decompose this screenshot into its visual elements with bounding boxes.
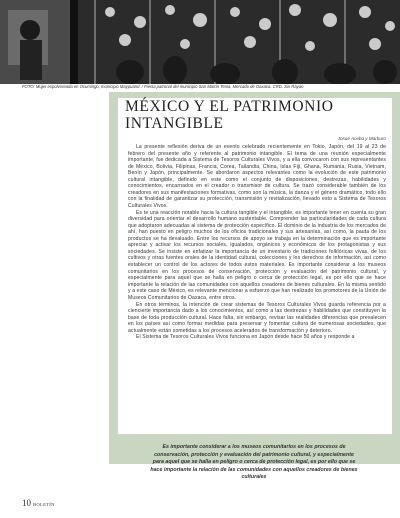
article-author: Josué Acebo y Marburo — [337, 136, 386, 141]
paragraph: Es te una reacción notable hacia la cultura tangible y el intangible, es importante tener en cuenta su gran diversidad para orientar el desarrollo humano sustentable. Comprender las particularidades de cada cultura que adoptaron adecuadas al sistema de protección específico. El dominio de la industria de los mercados de ahí, han puesto en peligro muchos de los oficios tradicionales y sus artesanías, así como, la pauta de los productos se ha devaluado. Entre los recursos de apoyo se trabaja en la determinación que es importante apreciar y activar los recursos sociales, igualados, orgánicos y económicos de los protagonistas y sus sociedades. Se insiste en enfatizar la importancia de un inventario de tradiciones folklóricas vivas, de los cultivos y otras fuentes orales de la identidad cultural, colecciones y los derechos de información, así como establecer un control de los actores de todos estos materiales. Es importante considerar a los museos comunitarios en los procesos de conservación, protección y evaluación del patrimonio cultural, y especialmente para aquel que se halla en peligro o cerca de protección legal, es por ello que se hace importante la relación de las comunidades con aquellos creadores de bienes culturales. En la misma sentido y a este caso de México, es relevante mencionar a esfuerzo que han realizado los promotores de la Unión de Museos Comunitarios de Oaxaca, entre otros. — [128, 209, 386, 301]
paragraph: El Sistema de Tesoros Culturales Vivos funciona en Japón desde hace 50 años y responde a — [136, 334, 355, 341]
photo-caption: FOTO: Mujer espolvoreada en Ocumingo, municipio Maypuand. / Fiesta patronal del municipio San Martín Tenia, Mercado de Oaxaca. CRD. Sin Rayao — [22, 84, 304, 89]
festival-photo-illustration — [0, 0, 400, 84]
paragraph: La presente reflexión deriva de un evento celebrado recientemente en Tokio, Japón, del 19 al 23 de febrero del presente año y referente al patrimonio intangible. El tema de una reunión especialmente importante, fue dedicada a Sistema de Tesoros Culturales Vivos, y a ella convocaron con sus representantes de México, Bolivia, Filipinas, Francia, Corea, Tailandia, China, Islas Fiji, Ghana, Rumania, Rusia, Vietnam, Benín y Japón, principalmente. Se abordaron aspectos relevantes como la evolución de este patrimonio cultural intangible, definido en este como el conjunto de disposiciones, destrezas, habilidades y conocimientos, encarnados en el creador o transmisor de cultura. Se trazó considerable también de los creadores en sus manifestaciones formativas, como son la música, la danza y el género dramático, todo ello con la finalidad de garantizar su protección, transmisión y revitalización, llevado esto a Sistema de Tesoros Culturales Vivos. — [128, 144, 386, 209]
title-line-1: MÉXICO Y EL PATRIMONIO — [125, 98, 334, 115]
article-body — [128, 144, 386, 432]
header-photo — [0, 0, 400, 84]
article-title — [125, 98, 385, 132]
page-number: 10 — [22, 498, 31, 508]
paragraph: En otros términos, la intención de crear sistemas de Tesoros Culturales Vivos guarda referencia por a ciencierte importancia dado a los conocimientos, así como a las destrezas y habilidades que constituyen la base de toda producción cultural. Hace falta, sin embargo, revisar las realidades diferencias que prevalecen en los países así como formar medidas para preservar y fomentar cultura de numerosas sociedades, que actualmente están sometidas a los procesos acelerados de transformación y deterioro. — [128, 301, 386, 334]
left-margin — [0, 92, 109, 464]
publication-name: BOLETÍN — [33, 502, 55, 507]
title-line-2: INTANGIBLE — [125, 115, 224, 132]
page-footer — [22, 498, 55, 508]
pull-quote: Es importante considerar a los museos comunitarios en los procesos de conservación, protección y evaluación del patrimonio cultural, y especialmente para aquel que se halla en peligro o cerca de protección legal, es por ello que se hace importante la relación de las comunidades con aquellos creadores de bienes culturales — [150, 444, 358, 481]
article-box — [118, 98, 392, 434]
